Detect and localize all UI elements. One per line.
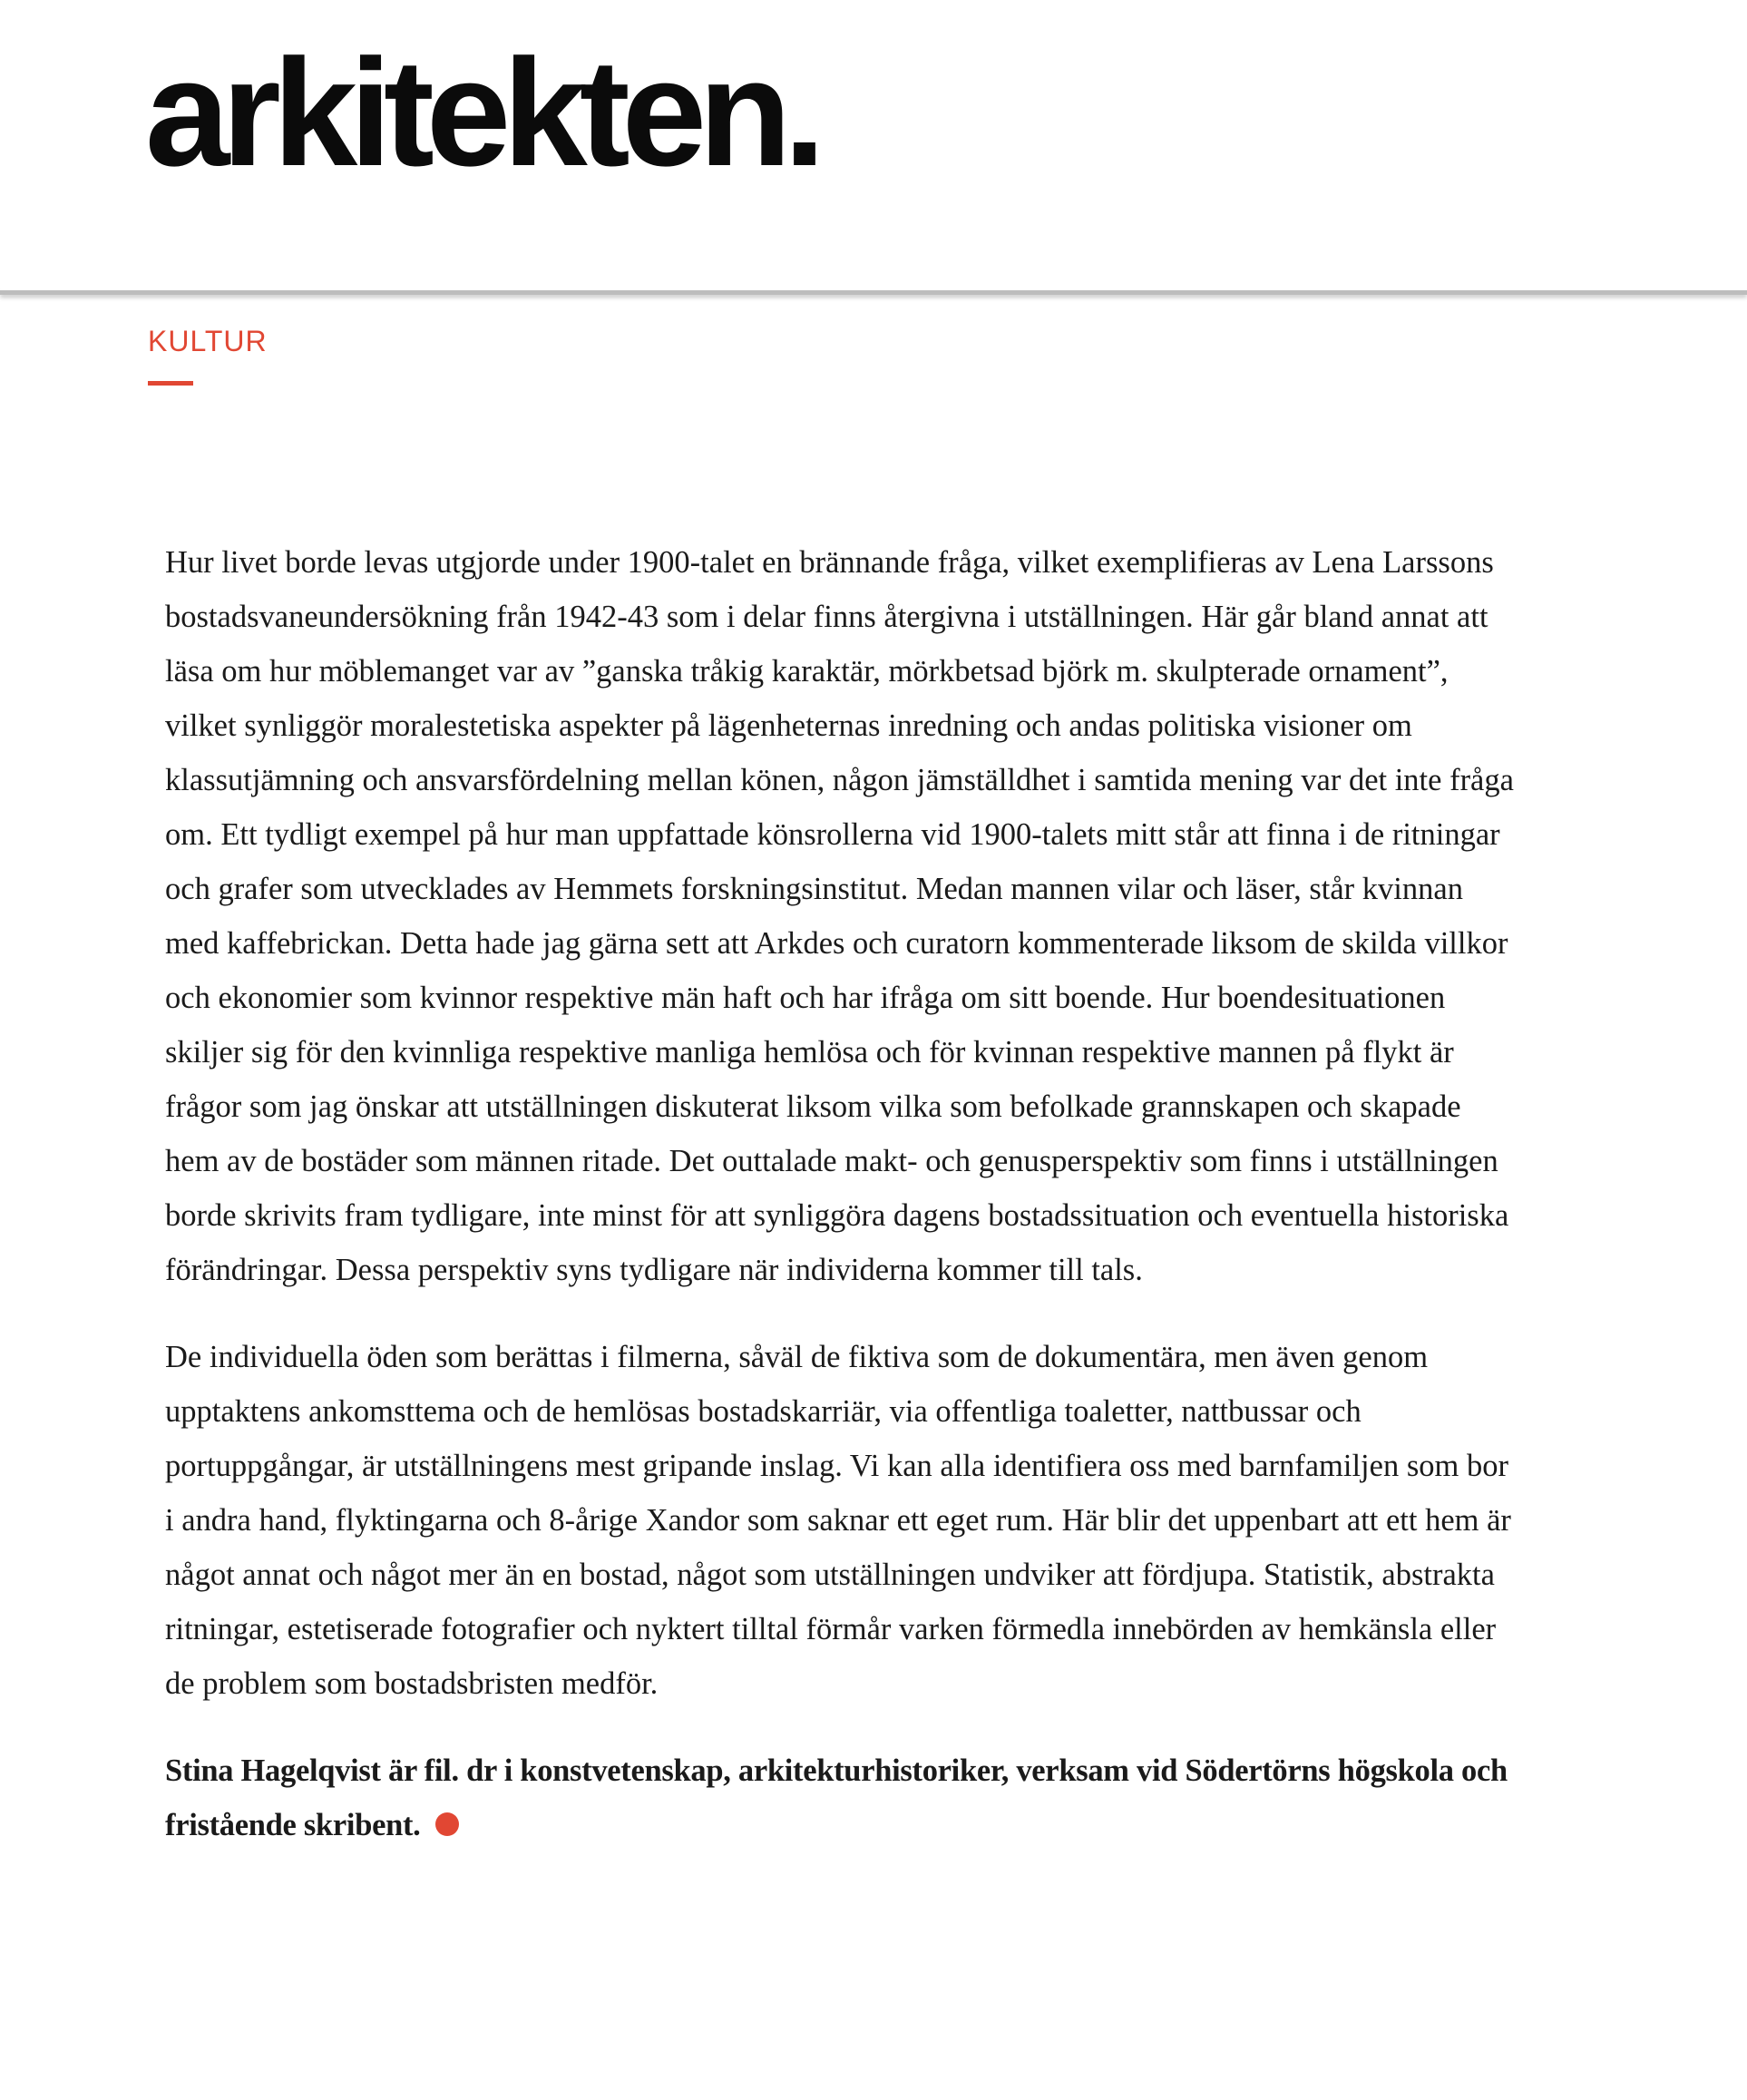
end-of-article-dot-icon: [435, 1812, 459, 1836]
author-bio-text: Stina Hagelqvist är fil. dr i konstvetenskap, arkitekturhistoriker, verksam vid Södertörns högskola och fristående skribent.: [165, 1753, 1508, 1842]
site-header: [0, 0, 1747, 292]
article-body: [165, 535, 1517, 1852]
author-bio: [165, 1743, 1517, 1852]
header-divider: [0, 290, 1747, 295]
article-paragraph: Hur livet borde levas utgjorde under 1900-talet en brännande fråga, vilket exemplifieras av Lena Larssons bostadsvaneundersökning från 1942-43 som i delar finns återgivna i utställningen. Här går bland annat att läsa om hur möblemanget var av ”ganska tråkig karaktär, mörkbetsad björk m. skulpterade ornament”, vilket synliggör moralestetiska aspekter på lägenheternas inredning och andas politiska visioner om klassutjämning och ansvarsfördelning mellan könen, någon jämställdhet i samtida mening var det inte fråga om. Ett tydligt exempel på hur man uppfattade könsrollerna vid 1900-talets mitt står att finna i de ritningar och grafer som utvecklades av Hemmets forskningsinstitut. Medan mannen vilar och läser, står kvinnan med kaffebrickan. Detta hade jag gärna sett att Arkdes och curatorn kommenterade liksom de skilda villkor och ekonomier som kvinnor respektive män haft och har ifråga om sitt boende. Hur boendesituationen skiljer sig för den kvinnliga respektive manliga hemlösa och för kvinnan respektive mannen på flykt är frågor som jag önskar att utställningen diskuterat liksom vilka som befolkade grannskapen och skapade hem av de bostäder som männen ritade. Det outtalade makt- och genusperspektiv som finns i utställningen borde skrivits fram tydligare, inte minst för att synliggöra dagens bostadssituation och eventuella historiska förändringar. Dessa perspektiv syns tydligare när individerna kommer till tals.: [165, 545, 1514, 1287]
article-paragraph: De individuella öden som berättas i filmerna, såväl de fiktiva som de dokumentära, men även genom upptaktens ankomsttema och de hemlösas bostadskarriär, via offentliga toaletter, nattbussar och portuppgångar, är utställningens mest gripande inslag. Vi kan alla identifiera oss med barnfamiljen som bor i andra hand, flyktingarna och 8-årige Xandor som saknar ett eget rum. Här blir det uppenbart att ett hem är något annat och något mer än en bostad, något som utställningen undviker att fördjupa. Statistik, abstrakta ritningar, estetiserade fotografier och nyktert tilltal förmår varken förmedla innebörden av hemkänsla eller de problem som bostadsbristen medför.: [165, 1340, 1511, 1701]
site-logo[interactable]: arkitekten.: [145, 27, 818, 198]
section-label[interactable]: KULTUR: [148, 325, 268, 357]
section-label-underline: [148, 381, 193, 386]
